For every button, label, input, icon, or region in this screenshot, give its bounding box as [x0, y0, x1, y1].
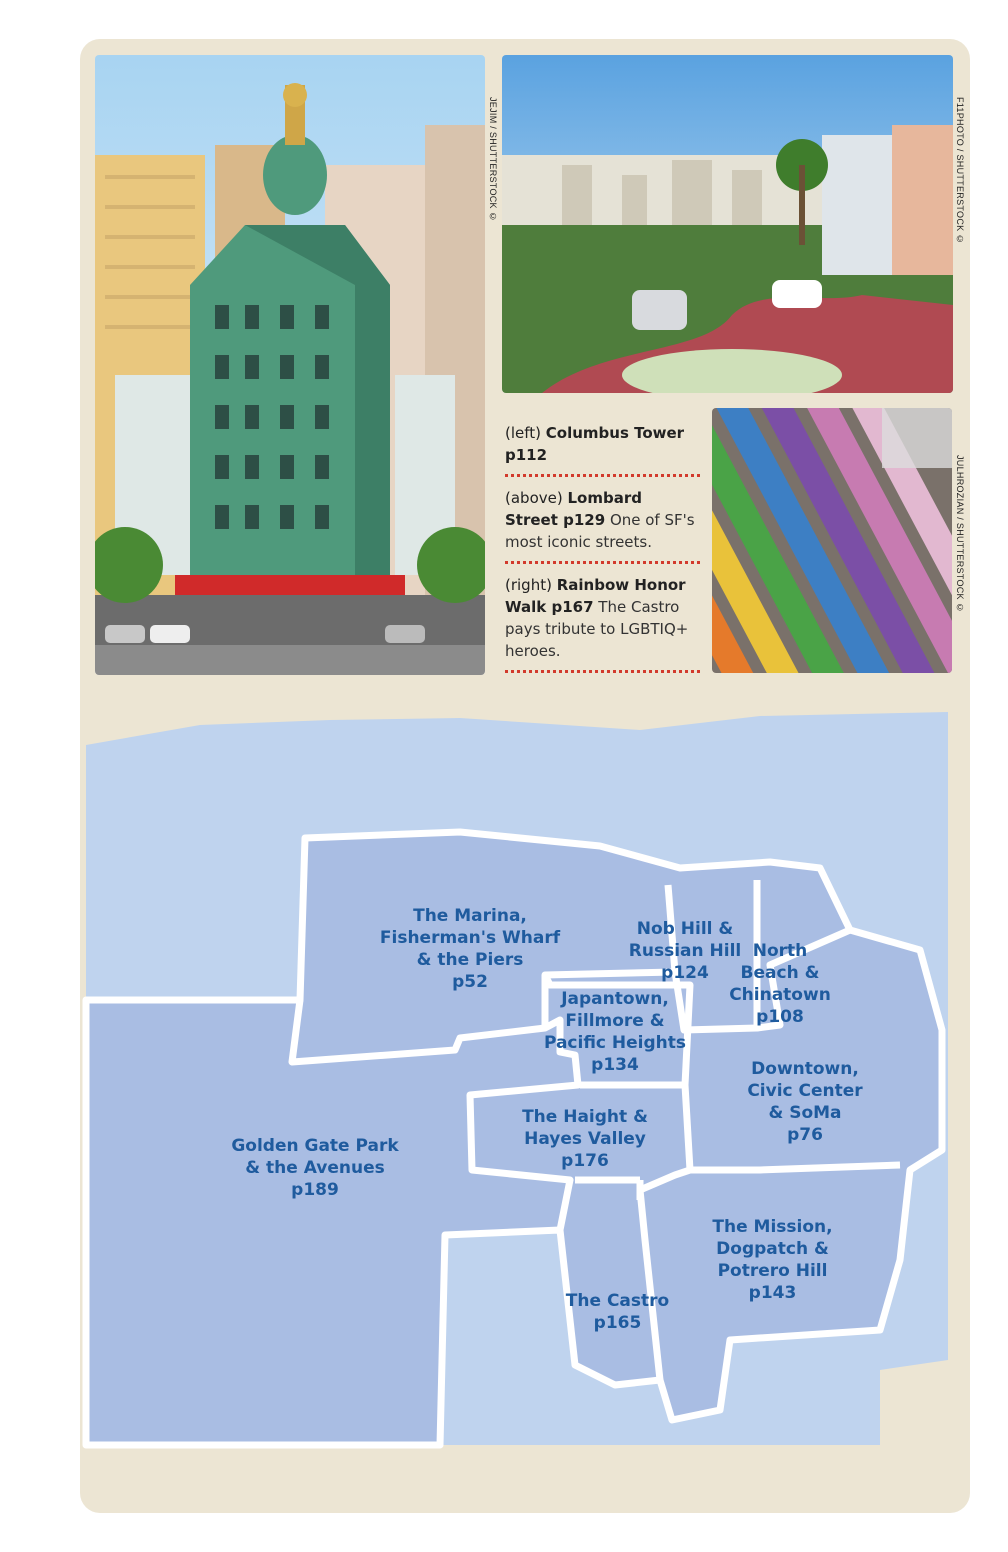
caption-title: Lombard Street p129: [505, 489, 642, 529]
caption-title: Columbus Tower p112: [505, 424, 685, 464]
map-label-marina: The Marina, Fisherman's Wharf & the Piers p52: [379, 906, 561, 992]
caption-position: (above): [505, 489, 568, 507]
map-label-downtown: Downtown, Civic Center & SoMa p76: [747, 1059, 863, 1145]
caption-position: (left): [505, 424, 546, 442]
caption-description: The Castro pays tribute to LGBTIQ+ heroes.: [505, 598, 689, 660]
map-label-nob-hill: Nob Hill & Russian Hill p124: [628, 919, 742, 983]
photo-credit-left: JEJIM / SHUTTERSTOCK ©: [488, 97, 498, 222]
caption-position: (right): [505, 576, 557, 594]
map-label-north-beach: North Beach & Chinatown p108: [729, 941, 831, 1027]
photo-credit-top-right: F11PHOTO / SHUTTERSTOCK ©: [955, 97, 965, 245]
map-label-japantown: Japantown, Fillmore & Pacific Heights p134: [543, 989, 687, 1075]
map-label-golden-gate-park: Golden Gate Park & the Avenues p189: [231, 1136, 399, 1200]
map-label-mission: The Mission, Dogpatch & Potrero Hill p143: [712, 1217, 833, 1303]
caption-description: One of SF's most iconic streets.: [505, 511, 695, 551]
map-label-castro: The Castro p165: [565, 1291, 670, 1333]
caption-title: Rainbow Honor Walk p167: [505, 576, 686, 616]
photo-credit-bottom-right: JULHROZIAN / SHUTTERSTOCK ©: [955, 455, 965, 613]
map-label-haight: The Haight & Hayes Valley p176: [522, 1107, 648, 1171]
